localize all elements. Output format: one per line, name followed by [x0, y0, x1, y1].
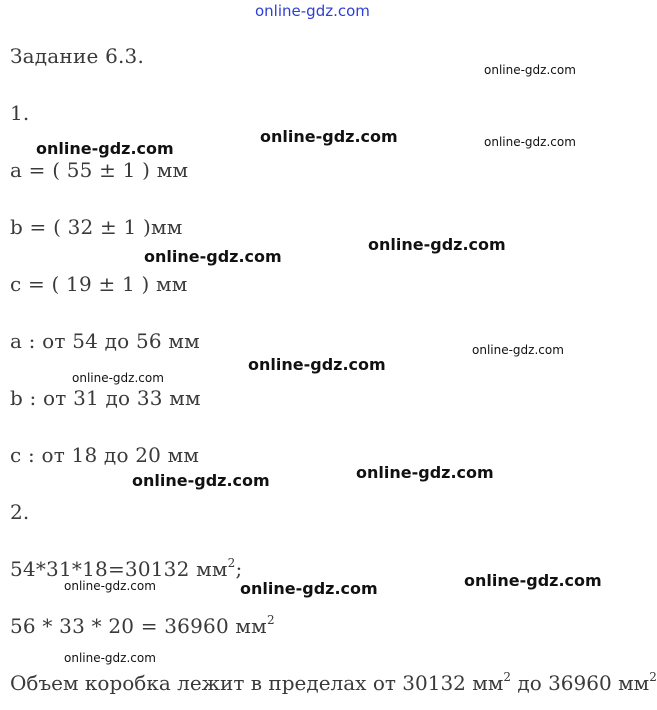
watermark: online-gdz.com — [240, 579, 378, 598]
watermark: online-gdz.com — [72, 371, 164, 385]
conclusion: Объем коробка лежит в пределах от 30132 $мм^2$ до 36960 $мм^2$ — [10, 670, 657, 695]
watermark: online-gdz.com — [132, 471, 270, 490]
watermark: online-gdz.com — [36, 139, 174, 158]
min-volume: 54*31*18=30132 $мм^2$; — [10, 556, 243, 581]
part1-number: 1. — [10, 101, 30, 125]
dimension-b: b = ( 32 ± 1 )мм — [10, 215, 183, 239]
watermark: online-gdz.com — [64, 579, 156, 593]
dimension-c: c = ( 19 ± 1 ) мм — [10, 272, 188, 296]
watermark: online-gdz.com — [484, 63, 576, 77]
watermark: online-gdz.com — [64, 651, 156, 665]
watermark: online-gdz.com — [248, 355, 386, 374]
watermark: online-gdz.com — [464, 571, 602, 590]
watermark: online-gdz.com — [356, 463, 494, 482]
watermark: online-gdz.com — [484, 135, 576, 149]
max-volume: 56 * 33 * 20 = 36960 $мм^2$ — [10, 613, 275, 638]
range-c: c : от 18 до 20 мм — [10, 443, 200, 467]
header-watermark[interactable]: online-gdz.com — [255, 2, 370, 20]
watermark: online-gdz.com — [472, 343, 564, 357]
part2-number: 2. — [10, 500, 30, 524]
dimension-a: a = ( 55 ± 1 ) мм — [10, 158, 189, 182]
watermark: online-gdz.com — [368, 235, 506, 254]
watermark: online-gdz.com — [260, 127, 398, 146]
range-b: b : от 31 до 33 мм — [10, 386, 201, 410]
range-a: a : от 54 до 56 мм — [10, 329, 200, 353]
watermark: online-gdz.com — [144, 247, 282, 266]
task-title: Задание 6.3. — [10, 44, 145, 68]
